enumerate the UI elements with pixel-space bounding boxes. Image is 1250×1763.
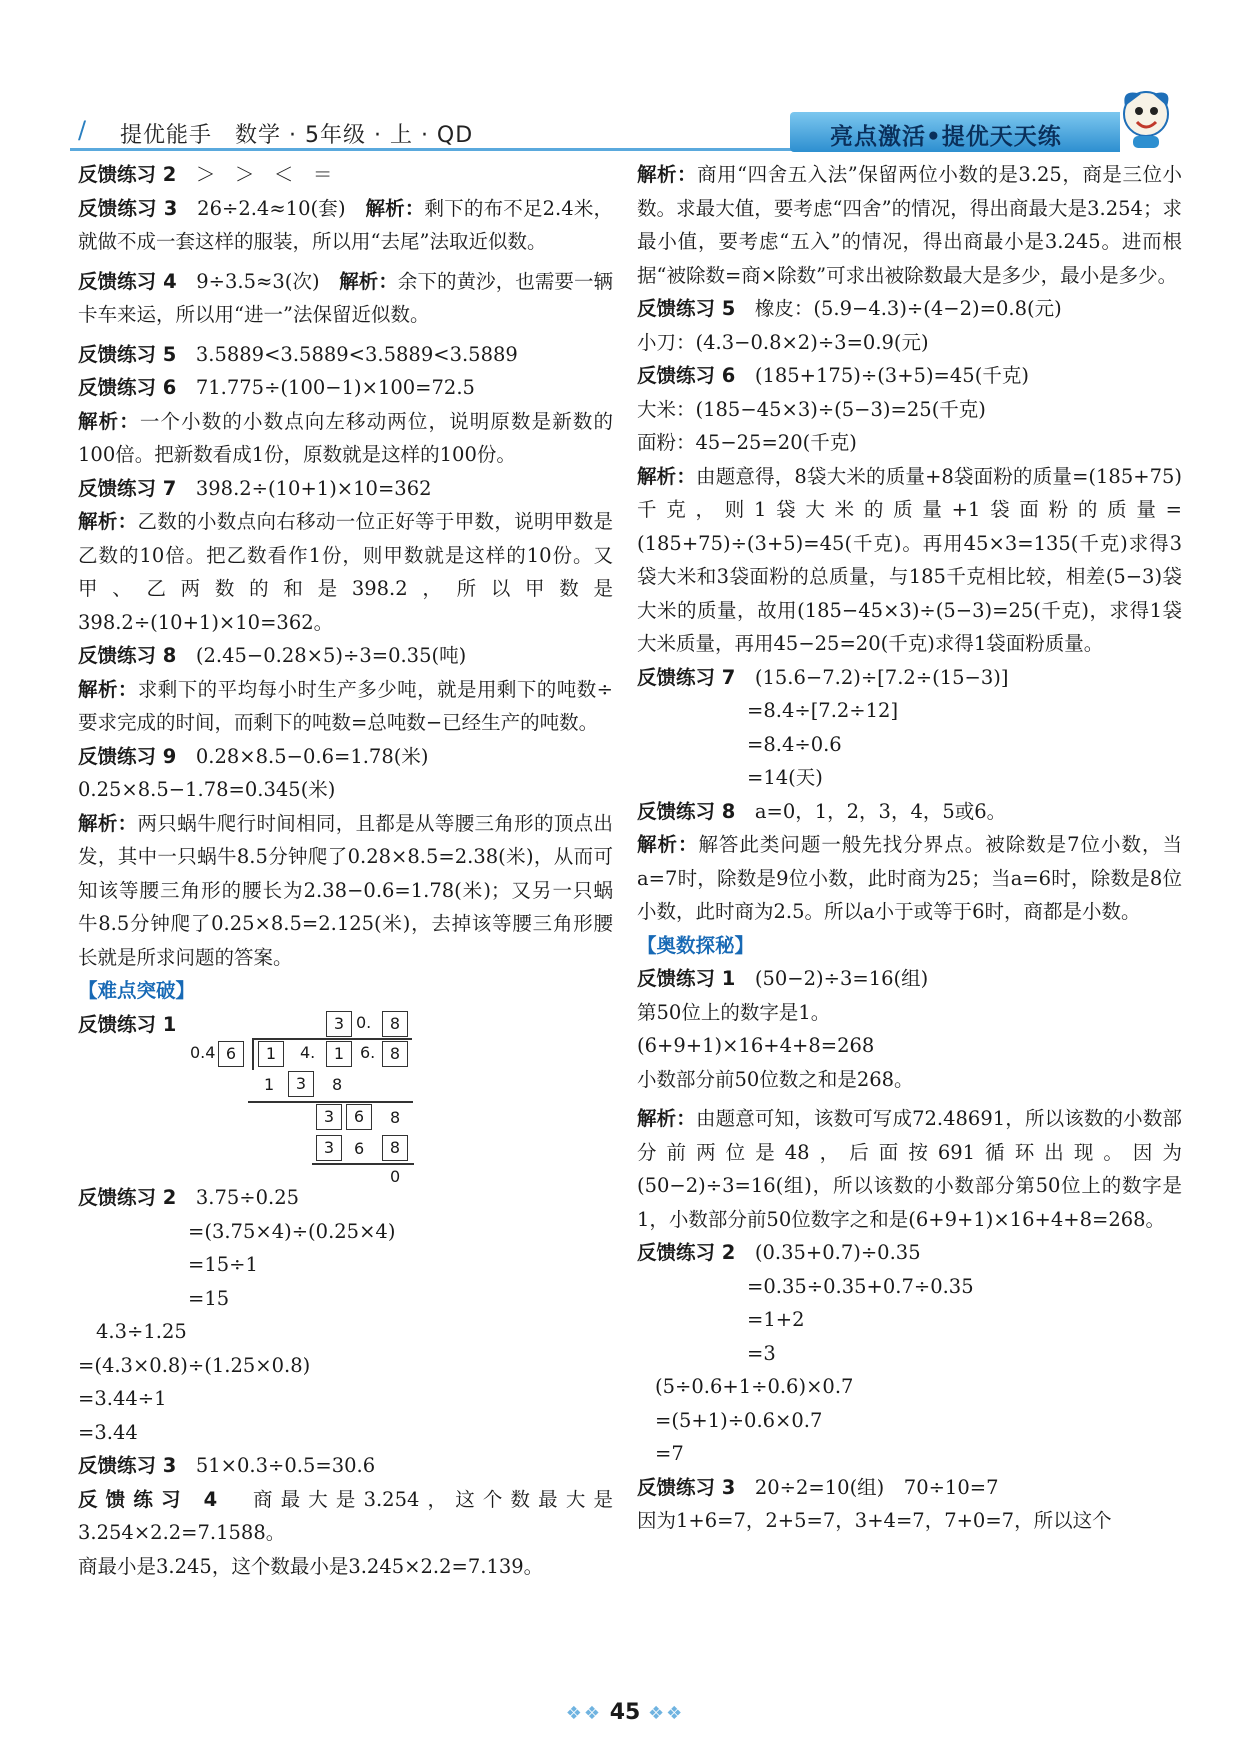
divisor: 0.4 [190,1043,216,1062]
section-heading-olympiad: 【奥数探秘】 [637,933,755,957]
formula-step: =14(天) [747,766,823,789]
exercise-block: 反馈练习 6 71.775÷(100−1)×100=72.5 [78,376,475,399]
exercise-block: 反馈练习 2 ＞ ＞ ＜ ＝ [78,163,333,186]
formula-step: =3 [747,1341,776,1365]
exercise-block: 反馈练习 8 a=0，1，2，3，4，5或6。 [637,799,1007,823]
divisor-digit: 6 [218,1041,244,1067]
analysis: 解析：商用“四舍五入法”保留两位小数的是3.25，商是三位小数。求最大值，要考虑“四舍”的情况，得出商最大是3.254；求最小值，要考虑“五入”的情况，得出商最小是3.245。进而根据“被除数=商×除数”可求出被除数最大是多少，最小是多少。 [637,163,1182,287]
analysis: 解析：一个小数的小数点向左移动两位，说明原数是新数的100倍。把新数看成1份，原数就是这样的100份。 [78,409,613,466]
header-banner [790,112,1120,152]
formula-step: =8.4÷0.6 [747,732,842,756]
analysis: 解析：由题意得，8袋大米的质量+8袋面粉的质量=(185+75)千克，则1袋大米的质量+1袋面粉的质量=(185+75)÷(3+5)=45(千克)。再用45×3=135(千克)求得3袋大米和3袋面粉的总质量，与185千克相比较，相差(5−3)袋大米的质量，故用(185−45×3)÷(5−3)=25(千克)，求得1袋大米质量，再用45−25=20(千克)求得1袋面粉质量。 [637,464,1182,655]
section-heading-difficulty: 【难点突破】 [78,979,196,1002]
formula-step: =(4.3×0.8)÷(1.25×0.8) [78,1353,311,1377]
analysis: 解析：乙数的小数点向右移动一位正好等于甲数，说明甲数是乙数的10倍。把乙数看作1份，则甲数就是这样的10份。又甲、乙两数的和是398.2，所以甲数是398.2÷(10+1)×10=362。 [78,510,613,634]
exercise-block: 反馈练习 4 商最大是3.254，这个数最大是3.254×2.2=7.1588。 [78,1487,613,1544]
mascot-icon [1115,84,1177,150]
formula-step: =8.4÷[7.2÷12] [747,699,899,722]
exercise-block: 反馈练习 2 3.75÷0.25 [78,1186,300,1209]
formula-line: 因为1+6=7，2+5=7，3+4=7，7+0=7，所以这个 [637,1509,1112,1532]
footer-decoration-right-icon: ❖❖ [647,1703,685,1724]
formula-step: 4.3÷1.25 [96,1320,187,1343]
quotient-digit: 3 [326,1011,352,1037]
formula-step: =(3.75×4)÷(0.25×4) [188,1219,396,1243]
formula-step: (5÷0.6+1÷0.6)×0.7 [655,1375,854,1398]
formula-line: 小数部分前50位数之和是268。 [637,1067,914,1091]
formula-step: =7 [655,1442,684,1465]
exercise-block: 反馈练习 3 51×0.3÷0.5=30.6 [78,1454,376,1477]
exercise-block: 反馈练习 6 (185+175)÷(3+5)=45(千克) [637,364,1029,387]
long-division [190,1011,508,1186]
exercise-block: 反馈练习 7 398.2÷(10+1)×10=362 [78,476,432,500]
formula-line: 面粉：45−25=20(千克) [637,431,857,454]
book-series-title: 提优能手 数学 · 5年级 · 上 · QD [120,123,474,148]
page-header [70,112,1175,152]
step-digit: 3 [316,1104,342,1130]
formula-line: (6+9+1)×16+4+8=268 [637,1034,875,1057]
step-digit: 6 [346,1104,372,1130]
formula-step: =1+2 [747,1308,805,1331]
exercise-block: 反馈练习 4 9÷3.5≈3(次) 解析：余下的黄沙，也需要一辆卡车来运，所以用“进一”法保留近似数。 [78,269,614,326]
formula-step: =3.44÷1 [78,1387,167,1410]
exercise-block: 反馈练习 5 3.5889<3.5889<3.5889<3.5889 [78,342,518,366]
exercise-block: 反馈练习 9 0.28×8.5−0.6=1.78(米) [78,744,429,768]
exercise-block: 反馈练习 3 26÷2.4≈10(套) 解析：剩下的布不足2.4米，就做不成一套这样的服装，所以用“去尾”法取近似数。 [78,196,614,253]
exercise-block: 反馈练习 7 (15.6−7.2)÷[7.2÷(15−3)] [637,665,1009,689]
exercise-block: 反馈练习 5 橡皮：(5.9−4.3)÷(4−2)=0.8(元) [637,297,1062,320]
analysis: 解析：两只蜗牛爬行时间相同，且都是从等腰三角形的顶点出发，其中一只蜗牛8.5分钟爬了0.28×8.5=2.38(米)，从而可知该等腰三角形的腰长为2.38−0.6=1.78(米)；又另一只蜗牛8.5分钟爬了0.25×8.5=2.125(米)，去掉该等腰三角形腰长就是所求问题的答案。 [78,811,613,969]
left-column [78,158,613,1583]
formula-step: =15 [188,1286,230,1310]
formula-step: =0.35÷0.35+0.7÷0.35 [747,1274,974,1298]
step-digit: 8 [382,1135,408,1161]
dividend-digit: 4. [300,1043,316,1062]
page-number: 45 [609,1700,641,1725]
analysis: 解析：由题意可知，该数可写成72.48691，所以该数的小数部分前两位是48，后面按691循环出现。因为(50−2)÷3=16(组)，所以该数的小数部分第50位上的数字是1，小数部分前50位数字之和是(6+9+1)×16+4+8=268。 [637,1107,1182,1231]
dividend-digit: 1 [258,1041,284,1067]
step-digit: 1 [264,1075,275,1094]
exercise-block: 反馈练习 2 (0.35+0.7)÷0.35 [637,1241,921,1264]
analysis: 解析：解答此类问题一般先找分界点。被除数是7位小数，当a=7时，除数是9位小数，此时商为25；当a=6时，除数是8位小数，此时商为2.5。所以a小于或等于6时，商都是小数。 [637,833,1182,923]
banner-text: 亮点激活•提优天天练 [830,124,1062,150]
footer-decoration-left-icon: ❖❖ [565,1703,603,1724]
formula-step: =15÷1 [188,1253,258,1276]
step-digit: 3 [288,1071,314,1097]
formula-line: 小刀：(4.3−0.8×2)÷3=0.9(元) [637,330,929,354]
quotient-digit: 8 [382,1011,408,1037]
step-digit: 8 [332,1075,343,1094]
exercise-block: 反馈练习 8 (2.45−0.28×5)÷3=0.35(吨) [78,644,467,667]
formula-line: 0.25×8.5−1.78=0.345(米) [78,778,336,801]
formula-step: =(5+1)÷0.6×0.7 [655,1408,823,1432]
step-digit: 3 [316,1135,342,1161]
formula-line: 第50位上的数字是1。 [637,1000,831,1024]
formula-step: =3.44 [78,1420,138,1444]
formula-line: 商最小是3.245，这个数最小是3.245×2.2=7.139。 [78,1554,544,1578]
quotient-digit: 0. [356,1013,372,1032]
dividend-digit: 8 [382,1041,408,1067]
header-slash-icon: ∕ [78,116,87,144]
right-column [637,158,1182,1538]
exercise-block: 反馈练习 1 (50−2)÷3=16(组) [637,967,929,990]
formula-line: 大米：(185−45×3)÷(5−3)=25(千克) [637,397,986,421]
exercise-block: 反馈练习 3 20÷2=10(组) 70÷10=7 [637,1475,999,1499]
dividend-digit: 1 [326,1041,352,1067]
page-footer [0,1700,1250,1725]
step-digit: 6 [354,1139,365,1158]
analysis: 解析：求剩下的平均每小时生产多少吨，就是用剩下的吨数÷要求完成的时间，而剩下的吨数=总吨数−已经生产的吨数。 [78,677,613,734]
header-rule [70,148,800,151]
exercise-label: 反馈练习 1 [78,1012,177,1036]
step-digit: 8 [390,1108,401,1127]
remainder: 0 [390,1167,401,1186]
dividend-digit: 6. [360,1043,376,1062]
